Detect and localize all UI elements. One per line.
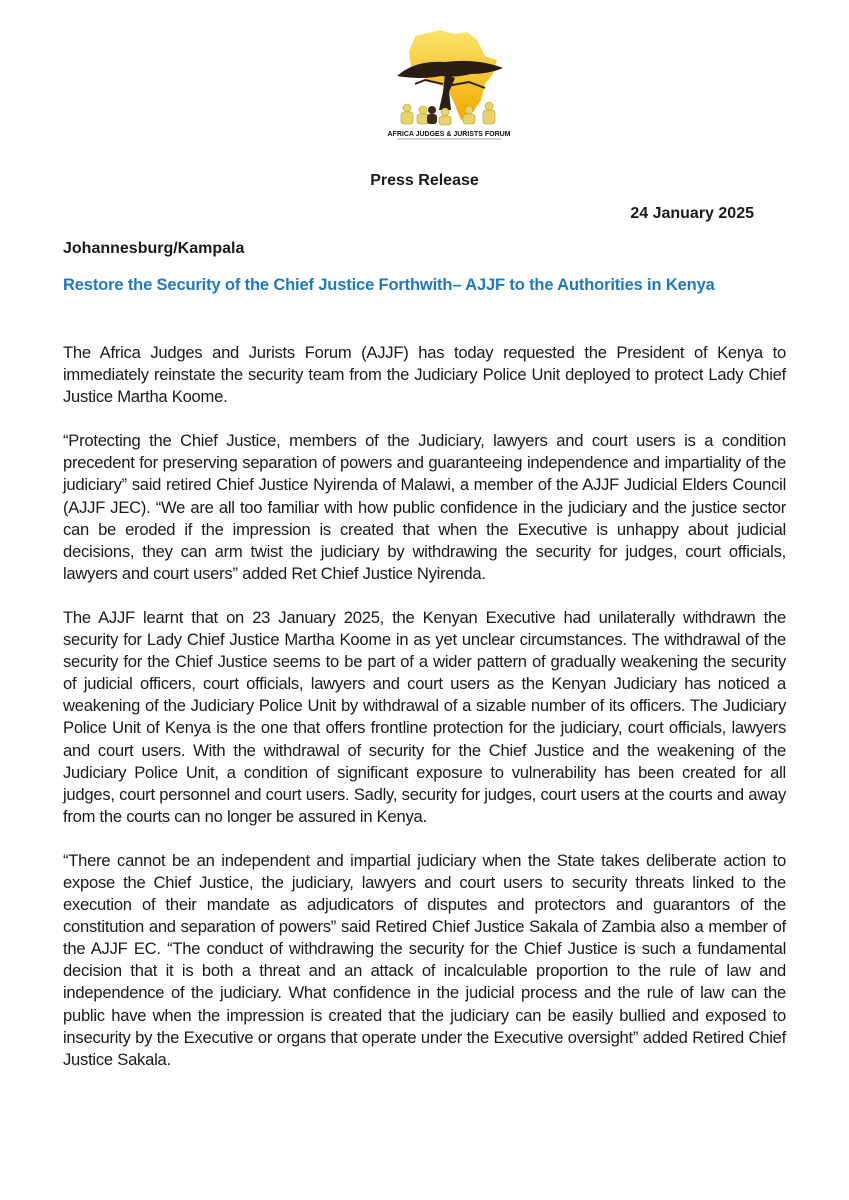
svg-text:AFRICA JUDGES & JURISTS FORUM: AFRICA JUDGES & JURISTS FORUM [387, 131, 511, 138]
africa-tree-logo-icon [385, 26, 513, 144]
ajjf-logo [385, 26, 513, 144]
body-paragraph: “Protecting the Chief Justice, members of the Judiciary, lawyers and court users is a condition precedent for preserving separation of powers and guaranteeing independence and impartiality of the judiciary” said retired Chief Justice Nyirenda of Malawi, a member of the AJJF Judicial Elders Council (AJJF JEC). “We are all too familiar with how public confidence in the judiciary and the justice sector can be eroded if the impression is created that when the Executive is unhappy about judicial decisions, they can arm twist the judiciary by withdrawing the security for judges, court officials, lawyers and court users” added Ret Chief Justice Nyirenda. [63, 431, 786, 583]
press-release-title: Restore the Security of the Chief Justice Forthwith– AJJF to the Authorities in Kenya [63, 276, 715, 294]
release-date: 24 January 2025 [630, 205, 754, 222]
dateline-location: Johannesburg/Kampala [63, 240, 245, 257]
doc-type-heading: Press Release [370, 172, 479, 189]
body-paragraph: The Africa Judges and Jurists Forum (AJJF) has today requested the President of Kenya to immediately reinstate the security team from the Judiciary Police Unit deployed to protect Lady Chief Justice Martha Koome. [63, 343, 786, 407]
press-release-body [63, 342, 786, 1093]
body-paragraph: The AJJF learnt that on 23 January 2025, the Kenyan Executive had unilaterally withdrawn the security for Lady Chief Justice Martha Koome in as yet unclear circumstances. The withdrawal of the security for the Chief Justice seems to be part of a wider pattern of gradually weakening the security of judicial officers, court officials, lawyers and court users as the Kenyan Judiciary has noticed a weakening of the Judiciary Police Unit by withdrawal of a sizable number of its officers. The Judiciary Police Unit of Kenya is the one that offers frontline protection for the judiciary, court officials, lawyers and court users. With the withdrawal of security for the Chief Justice and the weakening of the Judiciary Police Unit, a condition of significant exposure to vulnerability has been created for all judges, court personnel and court users. Sadly, security for judges, court users at the courts and away from the courts can no longer be assured in Kenya. [63, 607, 786, 826]
body-paragraph: “There cannot be an independent and impartial judiciary when the State takes deliberate action to expose the Chief Justice, the judiciary, lawyers and court users to security threats linked to the execution of their mandate as adjudicators of disputes and protectors and guarantors of the constitution and separation of powers” said Retired Chief Justice Sakala of Zambia also a member of the AJJF EC. “The conduct of withdrawing the security for the Chief Justice is such a fundamental decision that it is both a threat and an attack of incalculable proportion to the rule of law and independence of the judiciary. What confidence in the judicial process and the rule of law can the public have when the impression is created that the judiciary can be easily bullied and exposed to insecurity by the Executive or organs that operate under the Executive oversight” added Retired Chief Justice Sakala. [63, 850, 786, 1069]
